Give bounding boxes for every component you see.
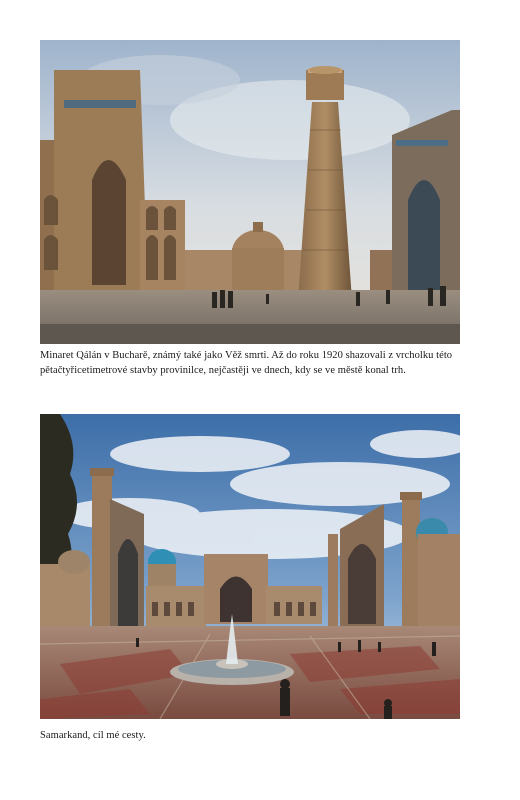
caption-kalan-minaret: Minaret Qálán v Bucharě, známý také jako Věž smrti. Až do roku 1920 shazovali z vrcholku této pětačtyřicetimetrové stavby provinilce, nejčastěji ve dnech, kdy se ve městě konal trh. <box>40 350 453 376</box>
photo-kalan-minaret-image <box>40 40 460 344</box>
photo-kalan-minaret <box>40 40 460 344</box>
caption-samarkand: Samarkand, cíl mé cesty. <box>40 730 146 741</box>
photo-samarkand-registan-image <box>40 414 460 719</box>
photo-samarkand-registan <box>40 414 460 719</box>
